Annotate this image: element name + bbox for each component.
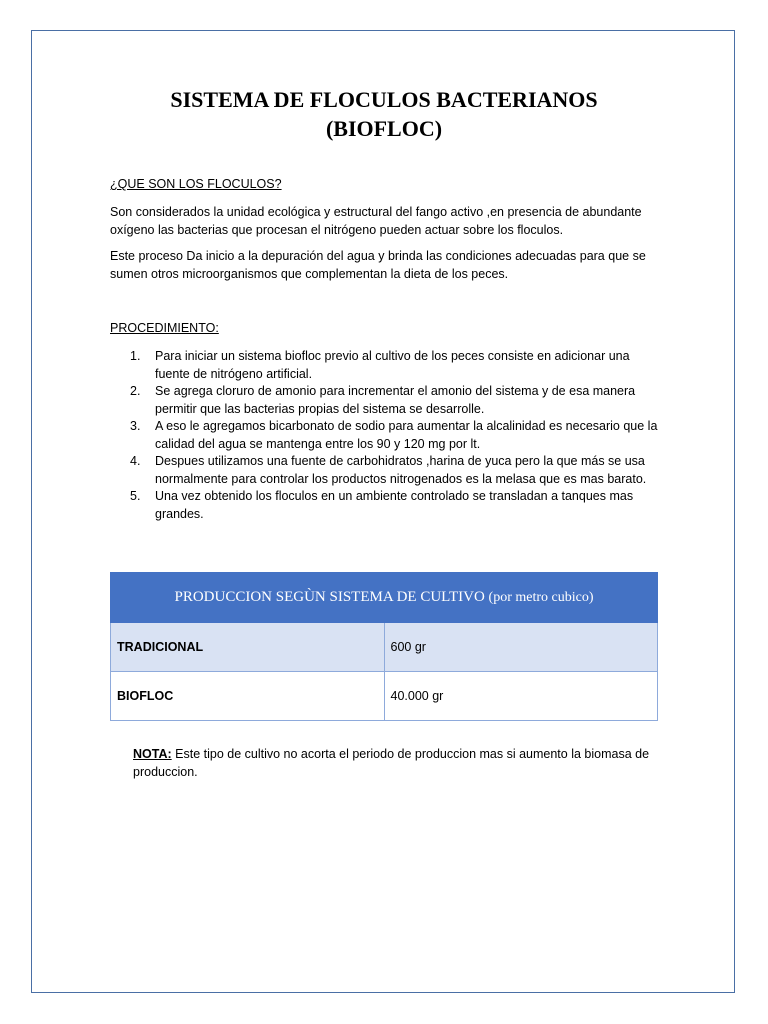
table-header-row — [111, 573, 658, 623]
step-number: 5. — [130, 489, 141, 503]
paragraph-definition: Son considerados la unidad ecológica y estructural del fango activo ,en presencia de abundante oxígeno las bacterias que procesan el nitrógeno pueden actuar sobre los floculos. — [110, 205, 642, 237]
procedure-step — [130, 418, 660, 453]
title-line-1: SISTEMA DE FLOCULOS BACTERIANOS — [170, 87, 598, 112]
document-title — [100, 85, 668, 143]
note-label: NOTA: — [133, 747, 172, 761]
paragraph-process: Este proceso Da inicio a la depuración del agua y brinda las condiciones adecuadas para que se sumen otros microorganismos que complementan la dieta de los peces. — [110, 249, 646, 281]
section-heading-floculos: ¿QUE SON LOS FLOCULOS? — [110, 177, 282, 191]
step-number: 3. — [130, 419, 141, 433]
note-paragraph — [133, 746, 658, 781]
procedure-step — [130, 348, 660, 383]
procedure-step — [130, 383, 660, 418]
table-row — [111, 672, 658, 721]
row-value: 40.000 gr — [384, 672, 658, 721]
step-text: Para iniciar un sistema biofloc previo al cultivo de los peces consiste en adicionar una fuente de nitrógeno artificial. — [155, 349, 630, 381]
table-header-main: PRODUCCION SEGÙN SISTEMA DE CULTIVO — [174, 589, 485, 605]
note-text: Este tipo de cultivo no acorta el periodo de produccion mas si aumento la biomasa de produccion. — [133, 747, 650, 779]
procedure-step — [130, 453, 660, 488]
step-text: Despues utilizamos una fuente de carbohidratos ,harina de yuca pero la que más se usa normalmente para controlar los productos nitrogenados es la melasa que es mas barato. — [155, 454, 647, 486]
step-number: 1. — [130, 349, 141, 363]
step-text: Una vez obtenido los floculos en un ambiente controlado se transladan a tanques mas grandes. — [155, 489, 634, 521]
title-line-2: (BIOFLOC) — [325, 116, 443, 141]
step-number: 2. — [130, 384, 141, 398]
production-table — [110, 572, 658, 721]
row-value: 600 gr — [384, 623, 658, 672]
procedure-step — [130, 488, 660, 523]
table-row — [111, 623, 658, 672]
table-header-sub: (por metro cubico) — [488, 590, 594, 605]
row-label: TRADICIONAL — [111, 623, 385, 672]
procedure-list — [130, 348, 660, 523]
table-header — [111, 573, 658, 623]
row-label: BIOFLOC — [111, 672, 385, 721]
step-text: A eso le agregamos bicarbonato de sodio para aumentar la alcalinidad es necesario que la calidad del agua se mantenga entre los 90 y 120 mg por lt. — [155, 419, 658, 451]
step-number: 4. — [130, 454, 141, 468]
section-heading-procedimiento: PROCEDIMIENTO: — [110, 321, 219, 335]
step-text: Se agrega cloruro de amonio para incrementar el amonio del sistema y de esa manera permitir que las bacterias propias del sistema se desarrolle. — [155, 384, 636, 416]
